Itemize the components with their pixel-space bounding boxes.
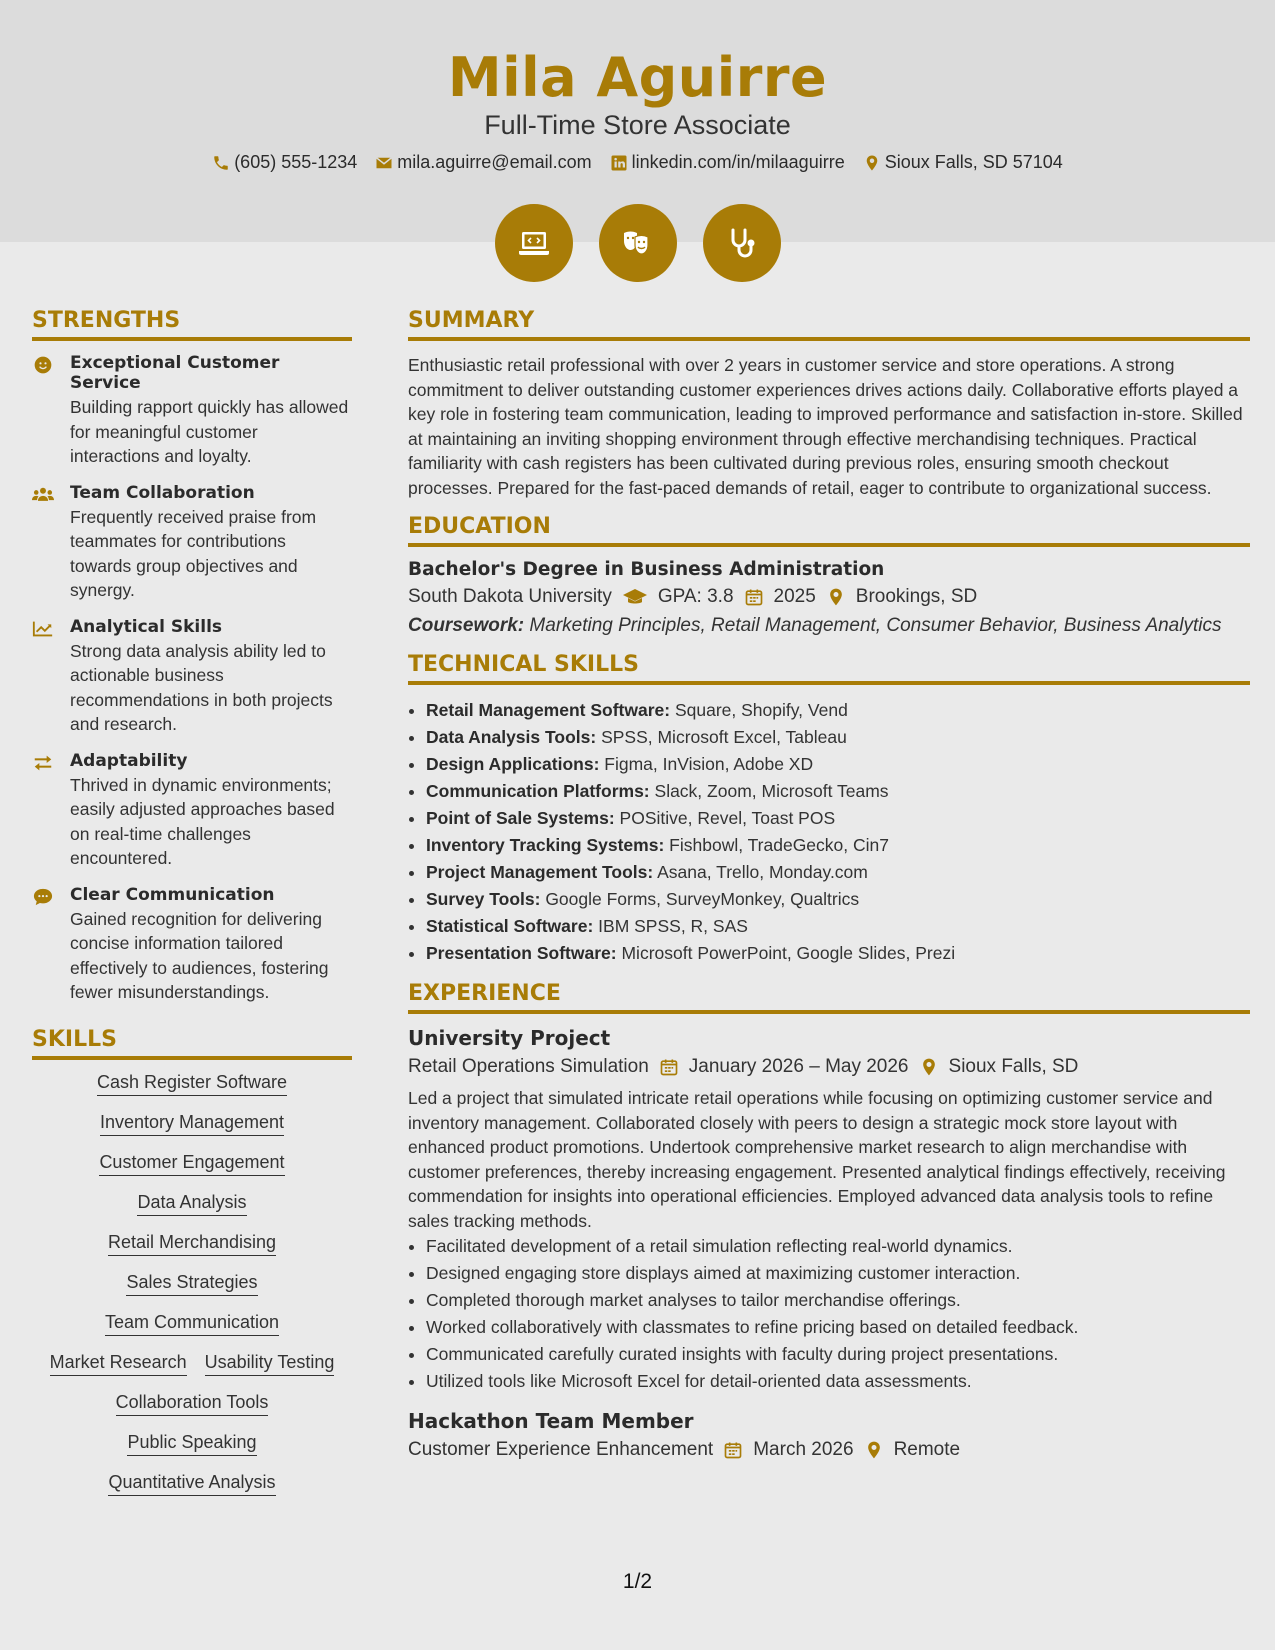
candidate-role: Full-Time Store Associate: [484, 110, 791, 140]
strength-desc: Building rapport quickly has allowed for meaningful customer interactions and loyalty.: [70, 397, 349, 466]
list-item: • Presentation Software: Microsoft PowerPoint, Google Slides, Prezi: [426, 940, 1250, 967]
list-item: • Project Management Tools: Asana, Trello, Monday.com: [426, 859, 1250, 886]
theater-masks-badge: [599, 204, 677, 282]
stethoscope-icon: [722, 223, 762, 263]
strength-title: Adaptability: [70, 750, 188, 771]
linkedin-icon: [610, 154, 628, 172]
strength-title: Exceptional Customer Service: [70, 353, 280, 393]
laptop-code-badge: [495, 204, 573, 282]
skill-tag: Sales Strategies: [126, 1272, 257, 1296]
list-item: • Data Analysis Tools: SPSS, Microsoft Excel, Tableau: [426, 724, 1250, 751]
map-marker-icon: [863, 154, 881, 172]
skills-heading: SKILLS: [32, 1027, 352, 1060]
map-marker-icon: [826, 587, 846, 607]
skill-tag: Customer Engagement: [99, 1152, 284, 1176]
degree-title: Bachelor's Degree in Business Administration: [408, 559, 885, 580]
list-item: • Point of Sale Systems: POSitive, Revel, Toast POS: [426, 805, 1250, 832]
strengths-heading: STRENGTHS: [32, 308, 352, 341]
skill-tag: Quantitative Analysis: [108, 1472, 275, 1496]
list-item: • Design Applications: Figma, InVision, Adobe XD: [426, 751, 1250, 778]
strength-title: Analytical Skills: [70, 616, 223, 637]
list-item: • Communicated carefully curated insights with faculty during project presentations.: [426, 1341, 1250, 1368]
coursework-label: Coursework:: [408, 615, 525, 636]
gpa-text: GPA: 3.8: [657, 586, 734, 607]
calendar-icon: [744, 587, 764, 607]
location-text: Sioux Falls, SD 57104: [884, 152, 1063, 172]
map-marker-icon: [919, 1057, 939, 1077]
graduation-cap-icon: [622, 587, 648, 607]
contact-phone[interactable]: [212, 152, 357, 173]
list-item: • Retail Management Software: Square, Shopify, Vend: [426, 697, 1250, 724]
job-description: Led a project that simulated intricate retail operations while focusing on optimizing customer service and inventory management. Collaborated closely with peers to design a strategic mock store layout with enhanced product promotions. Undertook comprehensive market research to align merchandise with customer preferences, thereby increasing engagement. Presented analytical findings effectively, receiving commendation for insights into operational efficiencies. Employed advanced data analysis tools to refine sales tracking methods.: [408, 1088, 1226, 1231]
strength-item: [32, 617, 352, 737]
education-meta: [408, 586, 1250, 608]
calendar-icon: [659, 1057, 679, 1077]
list-item: • Survey Tools: Google Forms, SurveyMonkey, Qualtrics: [426, 886, 1250, 913]
experience-entry: [408, 1026, 1250, 1395]
strength-desc: Strong data analysis ability led to actionable business recommendations in both projects and research.: [70, 640, 333, 734]
phone-text: (605) 555-1234: [234, 152, 358, 172]
map-marker-icon: [864, 1440, 884, 1460]
experience-entry: [408, 1409, 1250, 1461]
contact-location: [863, 152, 1063, 173]
email-text: mila.aguirre@email.com: [397, 152, 592, 172]
job-subtitle: Customer Experience Enhancement: [408, 1439, 714, 1460]
job-location: Sioux Falls, SD: [948, 1056, 1079, 1077]
list-item: • Utilized tools like Microsoft Excel for detail-oriented data assessments.: [426, 1368, 1250, 1395]
job-dates: March 2026: [753, 1439, 854, 1460]
right-column: [408, 308, 1250, 1467]
contact-bar: [0, 152, 1275, 173]
coursework-list: Marketing Principles, Retail Management, Consumer Behavior, Business Analytics: [529, 615, 1222, 636]
strength-title: Team Collaboration: [70, 482, 255, 503]
strength-item: [32, 353, 352, 469]
contact-linkedin[interactable]: [610, 152, 845, 173]
education-heading: EDUCATION: [408, 514, 1250, 547]
comment-icon: [32, 887, 54, 907]
chart-line-icon: [32, 619, 54, 639]
strength-desc: Thrived in dynamic environments; easily adjusted approaches based on real-time challenges encountered.: [70, 774, 335, 868]
school-name: South Dakota University: [408, 586, 612, 607]
strength-item: [32, 483, 352, 603]
smile-icon: [32, 355, 54, 375]
school-location: Brookings, SD: [855, 586, 978, 607]
skill-tag: Cash Register Software: [97, 1072, 287, 1096]
skills-list: [32, 1072, 352, 1496]
envelope-icon: [375, 154, 393, 172]
strength-desc: Gained recognition for delivering concise information tailored effectively to audiences, fostering fewer misunderstandings.: [70, 908, 329, 1002]
exchange-icon: [32, 753, 54, 773]
list-item: • Facilitated development of a retail simulation reflecting real-world dynamics.: [426, 1233, 1250, 1260]
job-location: Remote: [893, 1439, 961, 1460]
skill-tag: Data Analysis: [137, 1192, 246, 1216]
page-number: 1/2: [622, 1570, 653, 1593]
summary-heading: SUMMARY: [408, 308, 1250, 341]
technical-skills-heading: TECHNICAL SKILLS: [408, 652, 1250, 685]
summary-text: Enthusiastic retail professional with over 2 years in customer service and store operations. A strong commitment to deliver outstanding customer experiences drives actions daily. Collaborative efforts played a key role in fostering team communication, leading to improved performance and satisfaction in-store. Skilled at maintaining an inviting shopping environment through effective merchandising techniques. Practical familiarity with cash registers has been cultivated during previous roles, ensuring smooth checkout processes. Prepared for the fast-paced demands of retail, eager to contribute to organizational success.: [408, 355, 1243, 498]
job-subtitle: Retail Operations Simulation: [408, 1056, 649, 1077]
theater-masks-icon: [618, 223, 658, 263]
technical-skills-list: [408, 697, 1250, 967]
job-meta: [408, 1056, 1250, 1078]
strength-item: [32, 885, 352, 1005]
skill-tag: Retail Merchandising: [108, 1232, 276, 1256]
left-column: [32, 308, 352, 1512]
experience-heading: EXPERIENCE: [408, 981, 1250, 1014]
phone-icon: [212, 154, 230, 172]
skill-tag: Collaboration Tools: [116, 1392, 269, 1416]
list-item: • Inventory Tracking Systems: Fishbowl, TradeGecko, Cin7: [426, 832, 1250, 859]
skill-tag: Inventory Management: [100, 1112, 284, 1136]
skill-tag: Market Research: [50, 1352, 187, 1376]
list-item: • Communication Platforms: Slack, Zoom, Microsoft Teams: [426, 778, 1250, 805]
job-dates: January 2026 – May 2026: [688, 1056, 909, 1077]
calendar-icon: [723, 1440, 743, 1460]
skill-tag: Team Communication: [105, 1312, 279, 1336]
list-item: • Designed engaging store displays aimed at maximizing customer interaction.: [426, 1260, 1250, 1287]
candidate-name: Mila Aguirre: [447, 46, 828, 109]
graduation-year: 2025: [773, 586, 816, 607]
interest-badges: [0, 204, 1275, 282]
skill-tag: Public Speaking: [127, 1432, 256, 1456]
list-item: • Statistical Software: IBM SPSS, R, SAS: [426, 913, 1250, 940]
strength-desc: Frequently received praise from teammates for contributions towards group objectives and synergy.: [70, 506, 317, 600]
job-meta: [408, 1439, 1250, 1461]
list-item: • Completed thorough market analyses to tailor merchandise offerings.: [426, 1287, 1250, 1314]
strength-item: [32, 751, 352, 871]
users-icon: [32, 485, 54, 505]
linkedin-text: linkedin.com/in/milaaguirre: [631, 152, 845, 172]
laptop-code-icon: [514, 223, 554, 263]
coursework: [408, 614, 1250, 638]
skill-tag: Usability Testing: [205, 1352, 335, 1376]
job-title: Hackathon Team Member: [408, 1409, 694, 1433]
job-title: University Project: [408, 1026, 611, 1050]
contact-email[interactable]: [375, 152, 591, 173]
job-bullets: [408, 1233, 1250, 1395]
strength-title: Clear Communication: [70, 884, 275, 905]
stethoscope-badge: [703, 204, 781, 282]
list-item: • Worked collaboratively with classmates to refine pricing based on detailed feedback.: [426, 1314, 1250, 1341]
